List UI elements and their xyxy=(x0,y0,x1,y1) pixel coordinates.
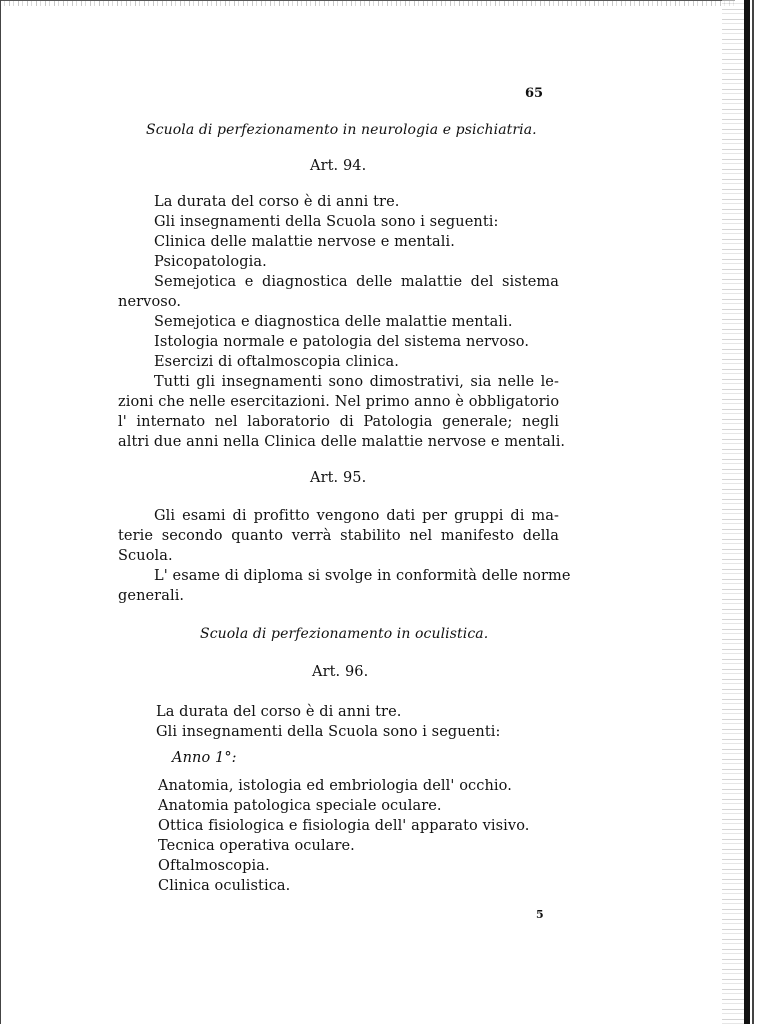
text-line: La durata del corso è di anni tre. xyxy=(154,194,400,210)
course-item: Psicopatologia. xyxy=(154,254,267,270)
article-94-title: Art. 94. xyxy=(310,158,367,174)
paragraph-line: generali. xyxy=(118,588,185,604)
paragraph-line: terie secondo quanto verrà stabilito nel manifesto della xyxy=(118,528,559,544)
paragraph-line: l' internato nel laboratorio di Patologia generale; negli xyxy=(118,414,559,430)
binding-shadow xyxy=(722,0,744,1024)
book-binding-thin-edge xyxy=(752,0,754,1024)
course-item: Istologia normale e patologia del sistema nervoso. xyxy=(154,334,530,350)
page-left-border xyxy=(0,0,1,1024)
course-item: Anatomia, istologia ed embriologia dell' occhio. xyxy=(158,778,512,794)
paragraph-line: altri due anni nella Clinica delle malattie nervose e mentali. xyxy=(118,434,566,450)
course-item: Esercizi di oftalmoscopia clinica. xyxy=(154,354,400,370)
course-item: Tecnica operativa oculare. xyxy=(158,838,355,854)
course-item: Clinica oculistica. xyxy=(158,878,291,894)
section-heading-neurology: Scuola di perfezionamento in neurologia e psichiatria. xyxy=(146,122,537,138)
text-line: La durata del corso è di anni tre. xyxy=(156,704,402,720)
paragraph-line: zioni che nelle esercitazioni. Nel primo anno è obbligatorio xyxy=(118,394,560,410)
signature-mark: 5 xyxy=(536,908,544,921)
course-item: Semejotica e diagnostica delle malattie del sistema xyxy=(154,274,559,290)
page-top-border xyxy=(0,0,735,1)
course-item: Anatomia patologica speciale oculare. xyxy=(158,798,442,814)
article-95-title: Art. 95. xyxy=(310,470,367,486)
paragraph-line: Tutti gli insegnamenti sono dimostrativi, sia nelle le- xyxy=(154,374,559,390)
year-label: Anno 1°: xyxy=(172,750,237,766)
course-item: Clinica delle malattie nervose e mentali. xyxy=(154,234,455,250)
text-line: Gli insegnamenti della Scuola sono i seguenti: xyxy=(156,724,501,740)
text-line: Gli insegnamenti della Scuola sono i seguenti: xyxy=(154,214,499,230)
article-96-title: Art. 96. xyxy=(312,664,369,680)
paragraph-line: L' esame di diploma si svolge in conformità delle norme xyxy=(154,568,571,584)
section-heading-ophthalmology: Scuola di perfezionamento in oculistica. xyxy=(200,626,489,642)
course-item: Semejotica e diagnostica delle malattie mentali. xyxy=(154,314,513,330)
page-number: 65 xyxy=(525,86,544,101)
paragraph-line: Gli esami di profitto vengono dati per gruppi di ma- xyxy=(154,508,559,524)
course-item: Ottica fisiologica e fisiologia dell' apparato visivo. xyxy=(158,818,530,834)
paragraph-line: Scuola. xyxy=(118,548,173,564)
course-item-continued: nervoso. xyxy=(118,294,182,310)
course-item: Oftalmoscopia. xyxy=(158,858,270,874)
